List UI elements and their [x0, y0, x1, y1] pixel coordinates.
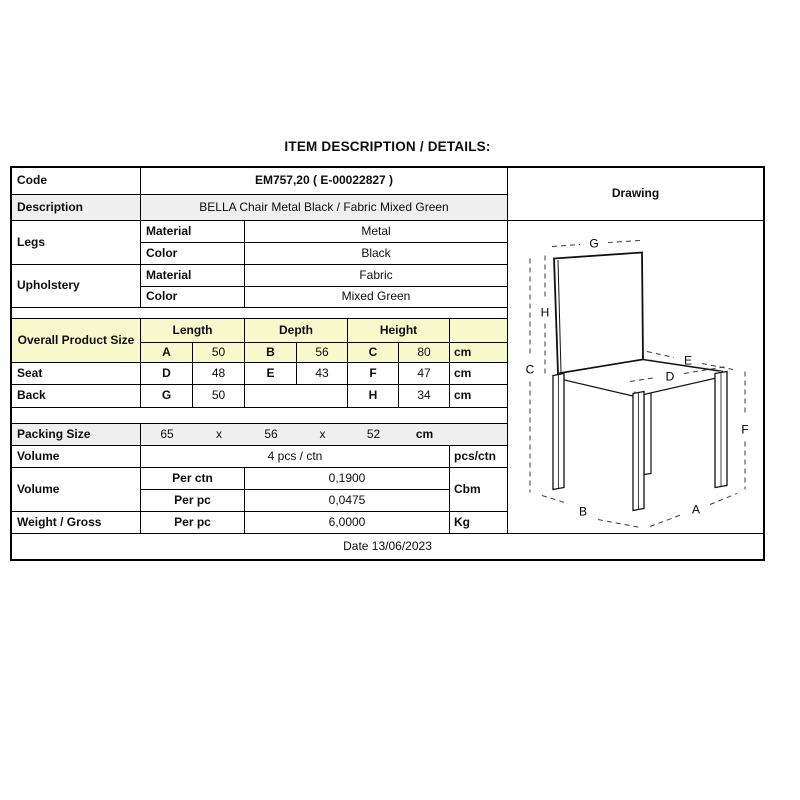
- overall-size-label: Overall Product Size: [12, 319, 141, 363]
- packing-size-values: [141, 424, 508, 446]
- volume-per-ctn-value: 0,1900: [245, 468, 450, 490]
- item-spec-table: [10, 166, 765, 561]
- overall-depth-value: 56: [297, 343, 348, 363]
- dim-label-c: C: [525, 362, 535, 377]
- weight-gross-label: Weight / Gross: [12, 512, 141, 534]
- dim-label-f: F: [741, 422, 749, 437]
- code-value: EM757,20 ( E-00022827 ): [141, 168, 508, 195]
- back-height-value: 34: [399, 385, 450, 408]
- volume-pcs-unit: pcs/ctn: [450, 446, 508, 468]
- overall-depth-key: B: [245, 343, 297, 363]
- seat-length-key: D: [141, 363, 193, 385]
- chair-backrest: [554, 253, 643, 374]
- back-height-key: H: [348, 385, 399, 408]
- dim-label-a: A: [691, 502, 701, 517]
- dim-label-d: D: [665, 369, 675, 384]
- volume-pcs-label: Volume: [12, 446, 141, 468]
- volume-per-pc-value: 0,0475: [245, 490, 450, 512]
- dim-label-h: H: [540, 305, 550, 320]
- volume-per-ctn-label: Per ctn: [141, 468, 245, 490]
- description-label: Description: [12, 195, 141, 221]
- size-header-length: Length: [141, 319, 245, 343]
- weight-unit: Kg: [450, 512, 508, 534]
- upholstery-material-value: Fabric: [245, 265, 508, 287]
- volume-cbm-label: Volume: [12, 468, 141, 512]
- size-header-unit-spacer: [450, 319, 508, 343]
- seat-length-value: 48: [193, 363, 245, 385]
- size-header-height: Height: [348, 319, 450, 343]
- dim-line-b: [542, 496, 640, 528]
- code-label: Code: [12, 168, 141, 195]
- volume-pcs-value: 4 pcs / ctn: [141, 446, 450, 468]
- legs-material-value: Metal: [245, 221, 508, 243]
- upholstery-color-label: Color: [141, 287, 245, 308]
- volume-per-pc-label: Per pc: [141, 490, 245, 512]
- seat-label: Seat: [12, 363, 141, 385]
- legs-label: Legs: [12, 221, 141, 265]
- chair-drawing: [508, 221, 763, 533]
- volume-cbm-unit: Cbm: [450, 468, 508, 512]
- seat-depth-key: E: [245, 363, 297, 385]
- overall-height-value: 80: [399, 343, 450, 363]
- back-depth-empty: [245, 385, 348, 408]
- back-length-value: 50: [193, 385, 245, 408]
- upholstery-material-label: Material: [141, 265, 245, 287]
- packing-x1: x: [216, 426, 222, 441]
- back-label: Back: [12, 385, 141, 408]
- drawing-header: Drawing: [508, 168, 763, 221]
- packing-size-label: Packing Size: [12, 424, 141, 446]
- packing-depth: 56: [264, 426, 278, 441]
- upholstery-label: Upholstery: [12, 265, 141, 308]
- spacer-row-2: [12, 408, 508, 424]
- seat-height-value: 47: [399, 363, 450, 385]
- overall-unit: cm: [450, 343, 508, 363]
- packing-height: 52: [366, 426, 381, 441]
- dim-label-g: G: [589, 236, 599, 251]
- upholstery-color-value: Mixed Green: [245, 287, 508, 308]
- back-unit: cm: [450, 385, 508, 408]
- description-value: BELLA Chair Metal Black / Fabric Mixed Green: [141, 195, 508, 221]
- seat-height-key: F: [348, 363, 399, 385]
- seat-unit: cm: [450, 363, 508, 385]
- packing-x2: x: [319, 426, 326, 441]
- overall-height-key: C: [348, 343, 399, 363]
- overall-length-key: A: [141, 343, 193, 363]
- size-header-depth: Depth: [245, 319, 348, 343]
- legs-material-label: Material: [141, 221, 245, 243]
- dim-label-b: B: [578, 504, 588, 519]
- spacer-row-1: [12, 308, 508, 319]
- overall-length-value: 50: [193, 343, 245, 363]
- weight-value: 6,0000: [245, 512, 450, 534]
- drawing-cell: [508, 221, 763, 534]
- packing-length: 65: [160, 426, 174, 441]
- legs-color-value: Black: [245, 243, 508, 265]
- back-length-key: G: [141, 385, 193, 408]
- seat-depth-value: 43: [297, 363, 348, 385]
- weight-per-pc-label: Per pc: [141, 512, 245, 534]
- packing-unit: cm: [415, 426, 434, 441]
- page-title: ITEM DESCRIPTION / DETAILS:: [284, 139, 491, 154]
- legs-color-label: Color: [141, 243, 245, 265]
- date-row: Date 13/06/2023: [343, 538, 432, 553]
- dim-label-e: E: [683, 353, 693, 368]
- packing-values-row: [141, 424, 507, 445]
